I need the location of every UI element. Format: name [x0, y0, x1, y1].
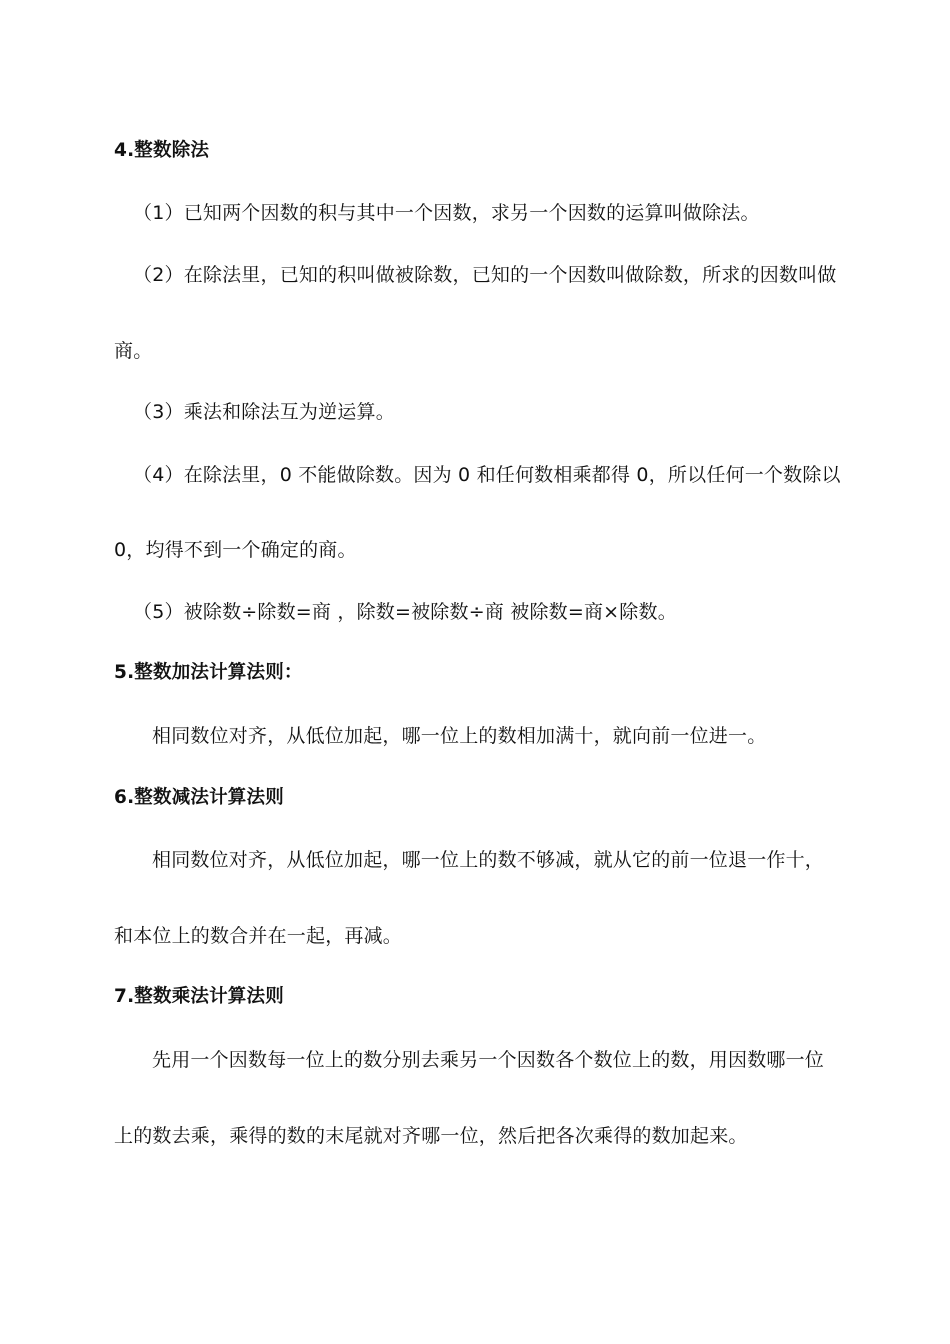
- section-heading-subtraction: 6.整数减法计算法则: [114, 787, 284, 808]
- addition-rule: 相同数位对齐，从低位加起，哪一位上的数相加满十，就向前一位进一。: [152, 725, 767, 747]
- division-rule-4: （4）在除法里，0 不能做除数。因为 0 和任何数相乘都得 0，所以任何一个数除以: [133, 464, 841, 486]
- division-rule-4-continued: 0，均得不到一个确定的商。: [114, 539, 357, 561]
- section-heading-addition: 5.整数加法计算法则：: [114, 662, 303, 683]
- subtraction-rule-continued: 和本位上的数合并在一起，再减。: [114, 925, 403, 947]
- multiplication-rule-continued: 上的数去乘，乘得的数的末尾就对齐哪一位，然后把各次乘得的数加起来。: [114, 1125, 748, 1147]
- multiplication-rule: 先用一个因数每一位上的数分别去乘另一个因数各个数位上的数，用因数哪一位: [152, 1049, 825, 1071]
- division-rule-5: （5）被除数÷除数=商 ，除数=被除数÷商 被除数=商×除数。: [133, 601, 677, 623]
- subtraction-rule: 相同数位对齐，从低位加起，哪一位上的数不够减，就从它的前一位退一作十，: [152, 849, 825, 871]
- division-rule-3: （3）乘法和除法互为逆运算。: [133, 401, 395, 423]
- section-heading-division: 4.整数除法: [114, 140, 210, 161]
- division-rule-1: （1）已知两个因数的积与其中一个因数，求另一个因数的运算叫做除法。: [133, 202, 760, 224]
- division-rule-2-continued: 商。: [114, 340, 153, 362]
- section-heading-multiplication: 7.整数乘法计算法则: [114, 986, 284, 1007]
- division-rule-2: （2）在除法里，已知的积叫做被除数，已知的一个因数叫做除数，所求的因数叫做: [133, 264, 837, 286]
